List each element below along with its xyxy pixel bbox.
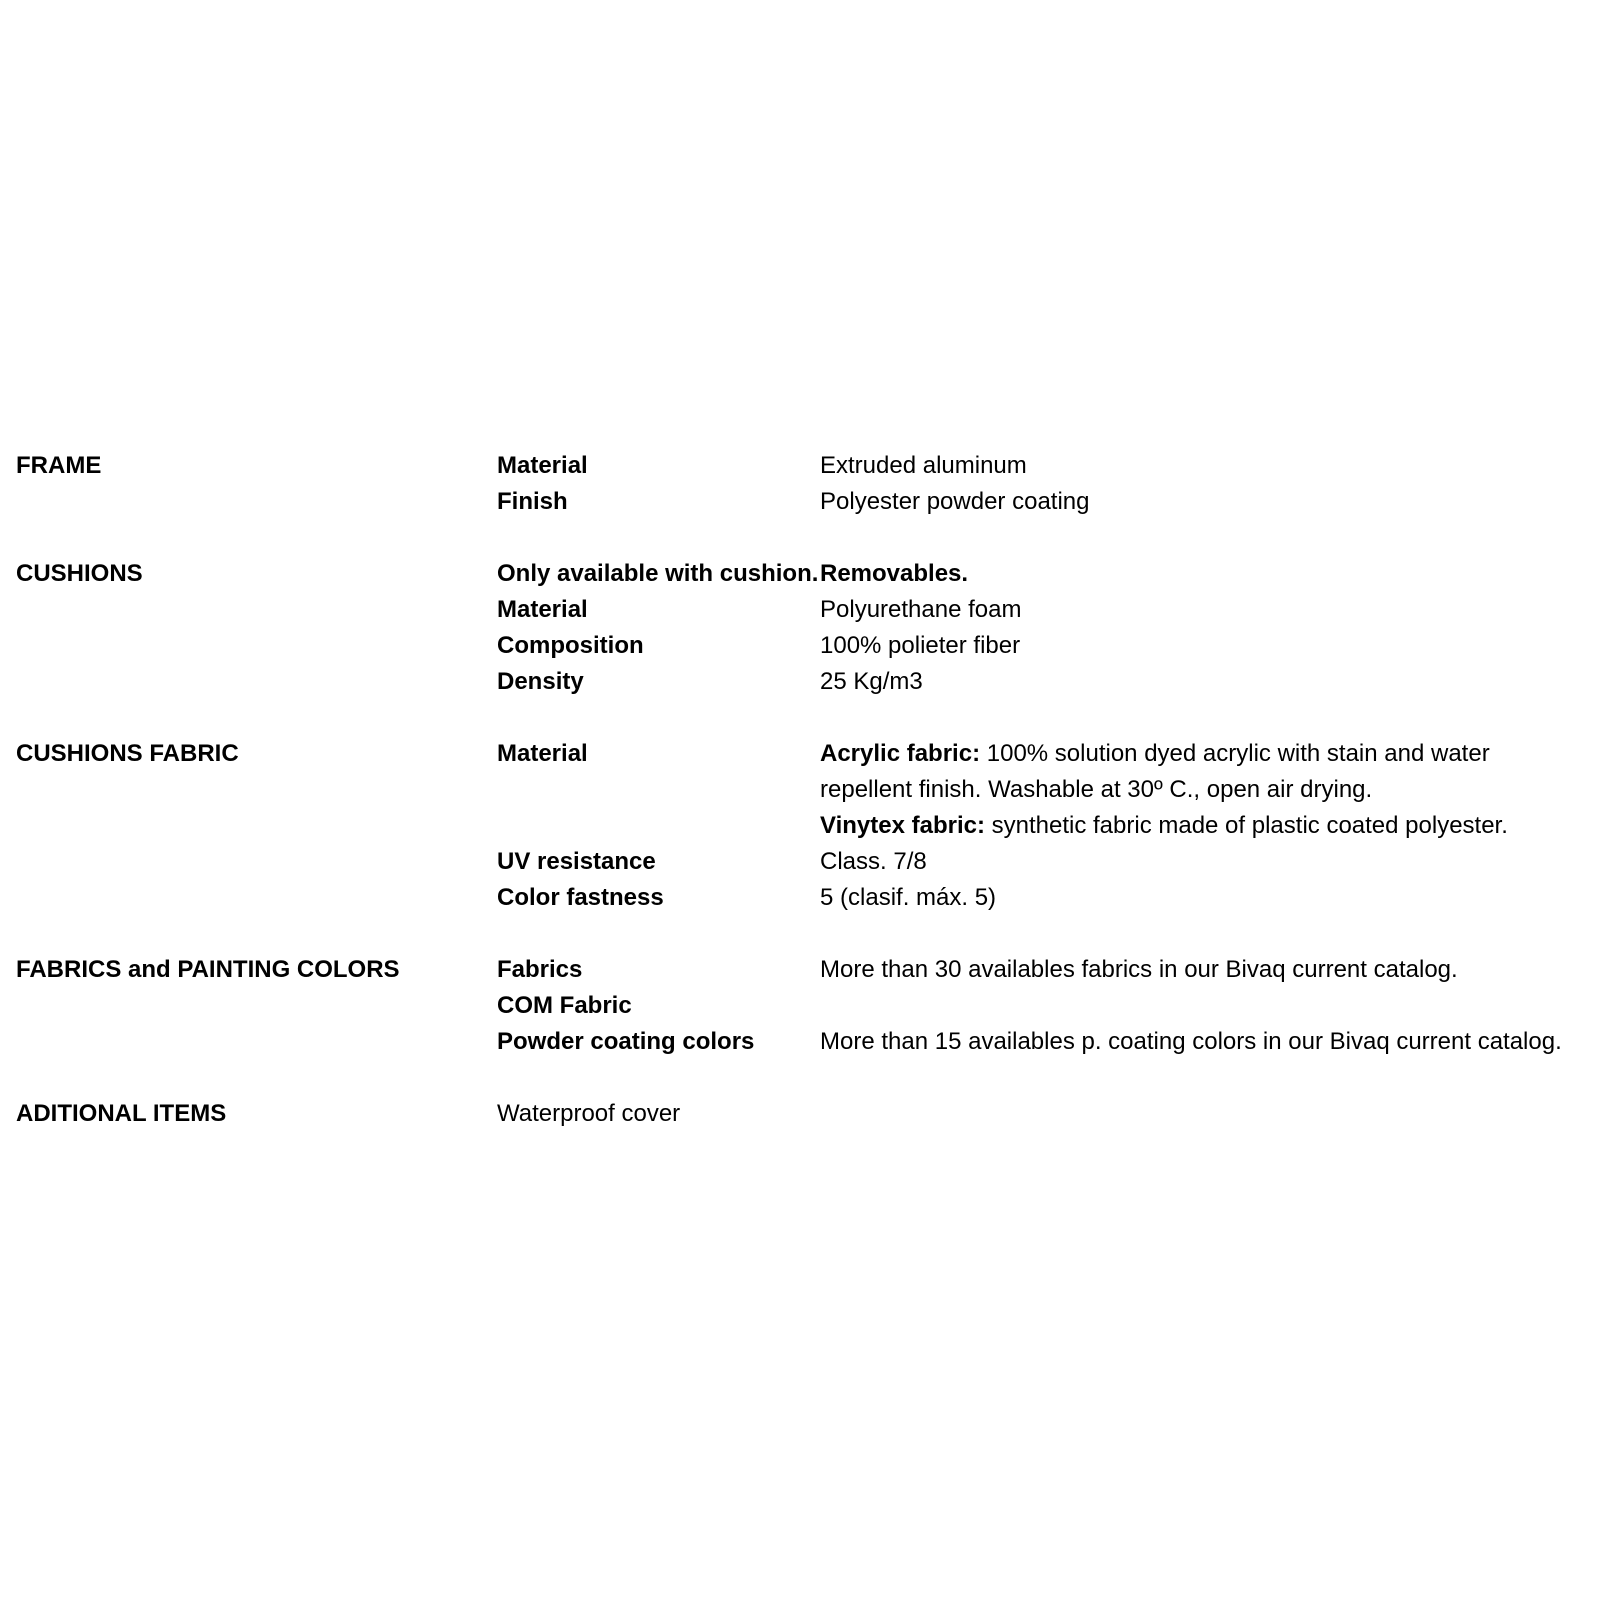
spec-label: COM Fabric xyxy=(497,992,632,1019)
spec-row xyxy=(497,880,1600,916)
section-rows xyxy=(497,952,1600,1060)
section-heading: FRAME xyxy=(16,452,102,479)
fabric-description-text: repellent finish. Washable at 30º C., open air drying. xyxy=(820,776,1373,803)
spec-row xyxy=(497,556,1600,592)
spec-value xyxy=(820,736,1600,844)
spec-label: Waterproof cover xyxy=(497,1100,681,1127)
spec-label: Only available with cushion. xyxy=(497,560,819,587)
spec-label: Material xyxy=(497,740,588,767)
section-fabrics-painting-colors xyxy=(16,952,1600,1060)
spec-value: Polyurethane foam xyxy=(820,596,1022,623)
fabric-description-line xyxy=(820,772,1600,808)
spec-row xyxy=(497,484,1600,520)
section-rows xyxy=(497,1096,1600,1132)
section-heading: ADITIONAL ITEMS xyxy=(16,1100,227,1127)
spec-row xyxy=(497,628,1600,664)
spec-label: Material xyxy=(497,452,588,479)
section-cushions xyxy=(16,556,1600,700)
section-heading: CUSHIONS xyxy=(16,560,143,587)
fabric-description-line xyxy=(820,736,1600,772)
fabric-description-text: 100% solution dyed acrylic with stain and water xyxy=(980,740,1490,767)
spec-row xyxy=(497,736,1600,844)
spec-value: Class. 7/8 xyxy=(820,848,927,875)
spec-value: Polyester powder coating xyxy=(820,488,1090,515)
spec-value: More than 30 availables fabrics in our Bivaq current catalog. xyxy=(820,956,1458,983)
section-heading: CUSHIONS FABRIC xyxy=(16,740,239,767)
section-rows xyxy=(497,448,1600,520)
section-frame xyxy=(16,448,1600,520)
spec-label: Density xyxy=(497,668,584,695)
section-aditional-items xyxy=(16,1096,1600,1132)
spec-label: Finish xyxy=(497,488,568,515)
spec-value: 25 Kg/m3 xyxy=(820,668,923,695)
spec-row xyxy=(497,1096,1600,1132)
section-rows xyxy=(497,556,1600,700)
fabric-type-lead: Vinytex fabric: xyxy=(820,812,985,839)
fabric-description-text: synthetic fabric made of plastic coated polyester. xyxy=(984,812,1508,839)
spec-row xyxy=(497,952,1600,988)
spec-row xyxy=(497,664,1600,700)
spec-value: 5 (clasif. máx. 5) xyxy=(820,884,997,911)
spec-value: More than 15 availables p. coating colors in our Bivaq current catalog. xyxy=(820,1028,1562,1055)
spec-value: Removables. xyxy=(820,560,969,587)
section-heading: FABRICS and PAINTING COLORS xyxy=(16,956,400,983)
spec-row xyxy=(497,592,1600,628)
spec-row xyxy=(497,1024,1600,1060)
section-cushions-fabric xyxy=(16,736,1600,916)
spec-label: Composition xyxy=(497,632,644,659)
spec-label: Material xyxy=(497,596,588,623)
spec-label: Powder coating colors xyxy=(497,1028,755,1055)
fabric-type-lead: Acrylic fabric: xyxy=(820,740,981,767)
spec-label: Color fastness xyxy=(497,884,664,911)
spec-value: 100% polieter fiber xyxy=(820,632,1021,659)
spec-row xyxy=(497,844,1600,880)
spec-label: UV resistance xyxy=(497,848,656,875)
section-rows xyxy=(497,736,1600,916)
spec-row xyxy=(497,448,1600,484)
spec-value: Extruded aluminum xyxy=(820,452,1027,479)
fabric-description-line xyxy=(820,808,1600,844)
spec-label: Fabrics xyxy=(497,956,583,983)
spec-row xyxy=(497,988,1600,1024)
